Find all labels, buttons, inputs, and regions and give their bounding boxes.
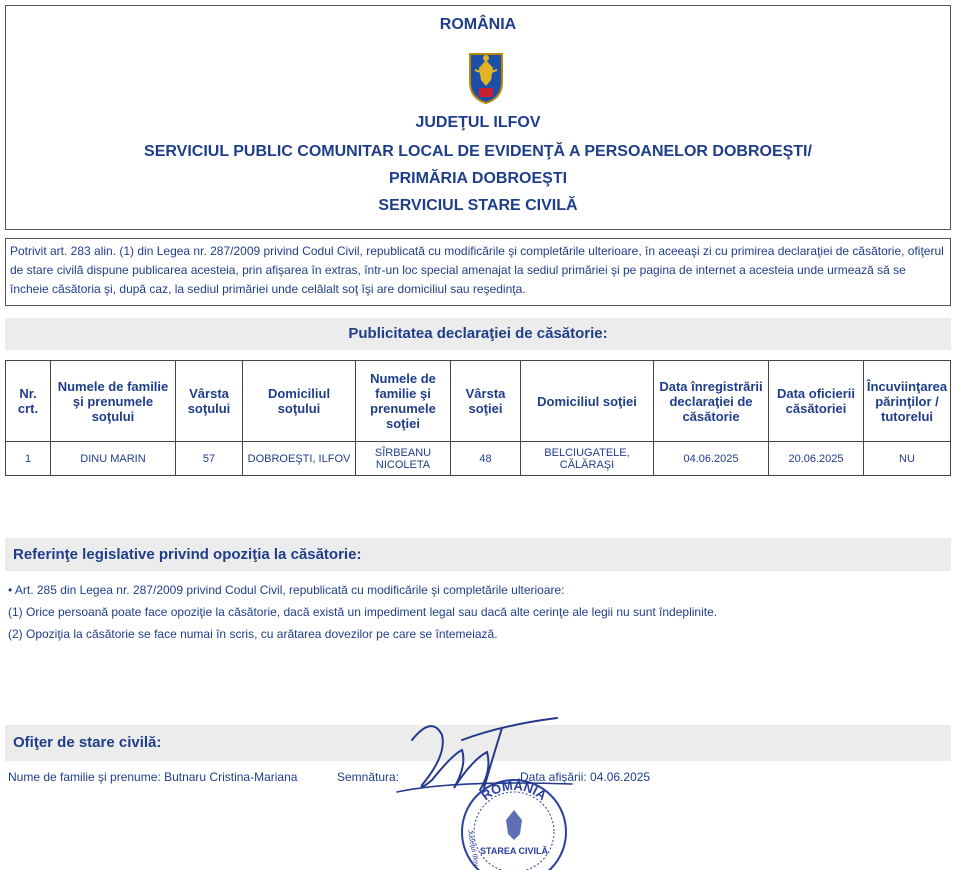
display-date: Data afişării: 04.06.2025	[520, 770, 651, 784]
table-cell: DINU MARIN	[51, 442, 176, 476]
signature-label: Semnătura:	[337, 770, 400, 784]
reference-line: (1) Orice persoană poate face opoziţie la căsătorie, dacă există un impediment legal sau dacă alte cerinţe ale legii nu sunt îndeplinite.	[8, 605, 718, 619]
seal-side-text: Judeţul Ilfov	[466, 829, 480, 868]
romania-coat-of-arms-icon	[467, 50, 505, 105]
publication-title: Publicitatea declaraţiei de căsătorie:	[5, 318, 951, 350]
table-cell: 57	[176, 442, 243, 476]
officer-name: Nume de familie şi prenume: Butnaru Cristina-Mariana	[8, 770, 298, 784]
handwritten-signature-icon	[392, 710, 577, 800]
column-header: Numele de familie şi prenumele soţiei	[356, 361, 451, 442]
reference-line: (2) Opoziţia la căsătorie se face numai în scris, cu arătarea dovezilor pe care se întemeiază.	[8, 627, 498, 641]
service-title-line2: PRIMĂRIA DOBROEŞTI	[388, 170, 568, 187]
table-cell: NU	[864, 442, 951, 476]
table-cell: 20.06.2025	[769, 442, 864, 476]
column-header: Vârsta soţului	[176, 361, 243, 442]
column-header: Domiciliul soţiei	[521, 361, 654, 442]
column-header: Data înregistrării declaraţiei de căsătorie	[654, 361, 769, 442]
service-title-line3: SERVICIUL STARE CIVILĂ	[378, 197, 578, 214]
reference-line: • Art. 285 din Legea nr. 287/2009 privind Codul Civil, republicată cu modificările şi completările ulterioare:	[8, 583, 565, 597]
table-header-row	[6, 361, 951, 442]
column-header: Numele de familie şi prenumele soţului	[51, 361, 176, 442]
table-row	[6, 442, 951, 476]
officer-title: Ofiţer de stare civilă:	[5, 725, 951, 761]
column-header: Data oficierii căsătoriei	[769, 361, 864, 442]
seal-top-text: ROMÂNIA	[478, 777, 550, 804]
publication-table	[5, 360, 951, 476]
table-cell: BELCIUGATELE, CĂLĂRAŞI	[521, 442, 654, 476]
table-cell: SÎRBEANU NICOLETA	[356, 442, 451, 476]
column-header: Domiciliul soţului	[243, 361, 356, 442]
column-header: Vârsta soţiei	[451, 361, 521, 442]
table-cell: 1	[6, 442, 51, 476]
table-cell: 04.06.2025	[654, 442, 769, 476]
table-cell: DOBROEŞTI, ILFOV	[243, 442, 356, 476]
county-title: JUDEŢUL ILFOV	[415, 114, 541, 131]
header-box	[5, 5, 951, 230]
column-header: Nr. crt.	[6, 361, 51, 442]
country-title: ROMÂNIA	[439, 16, 517, 33]
column-header: Încuviinţarea părinţilor / tutorelui	[864, 361, 951, 442]
seal-bottom-text: STAREA CIVILĂ	[479, 846, 549, 856]
intro-paragraph: Potrivit art. 283 alin. (1) din Legea nr. 287/2009 privind Codul Civil, republicată cu modificările şi completările ulterioare, în aceeaşi zi cu primirea declaraţiei de căsătorie, ofiţerul de stare civilă dispune publicarea acesteia, prin afişarea în extras, într-un loc special amenajat la sediul primăriei şi pe pagina de internet a acesteia unde urmează să se încheie căsătoria şi, după caz, la sediul primăriei unde celălalt soţ îşi are domiciliul sau reşedinţa.	[5, 238, 951, 306]
service-title-line1: SERVICIUL PUBLIC COMUNITAR LOCAL DE EVIDENŢĂ A PERSOANELOR DOBROEŞTI/	[144, 143, 812, 160]
table-cell: 48	[451, 442, 521, 476]
references-title: Referinţe legislative privind opoziţia la căsătorie:	[5, 538, 951, 571]
